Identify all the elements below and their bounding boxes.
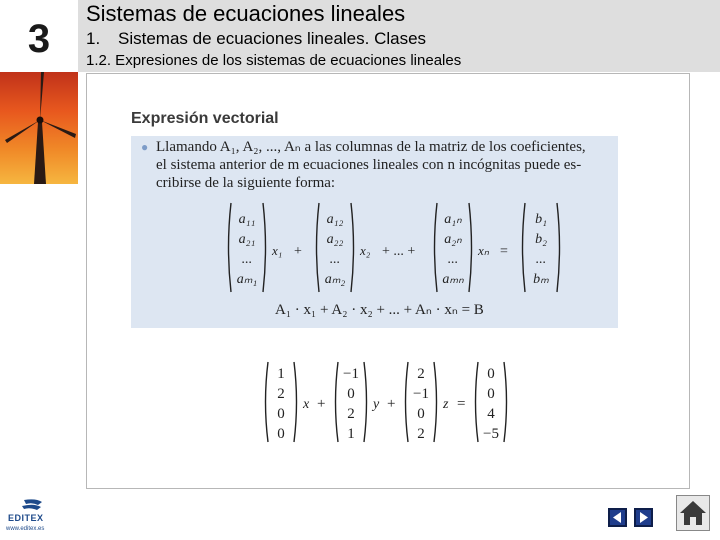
matrix-entry: −1 bbox=[343, 366, 359, 382]
operator: + bbox=[317, 396, 326, 412]
page-title: Sistemas de ecuaciones lineales bbox=[86, 1, 406, 26]
variable-label: x₁ bbox=[272, 243, 283, 258]
paren bbox=[469, 203, 472, 292]
paragraph-line-2: el sistema anterior de m ecuaciones lineales con n incógnitas puede es- bbox=[156, 157, 582, 173]
matrix-entry: 0 bbox=[487, 366, 495, 382]
variable-label: x bbox=[303, 397, 310, 412]
matrix-entry: −5 bbox=[483, 426, 499, 442]
matrix-entry: 1 bbox=[347, 426, 355, 442]
bullet-icon: ● bbox=[141, 140, 149, 154]
operator: + bbox=[387, 396, 396, 412]
matrix-entry: 4 bbox=[487, 406, 495, 422]
variable-label: y bbox=[373, 397, 380, 412]
matrix-entry: a₂₂ bbox=[326, 232, 344, 247]
matrix-entry: aₘ₂ bbox=[324, 272, 346, 287]
subtitle-number: 1. bbox=[86, 29, 101, 48]
chapter-number: 3 bbox=[0, 0, 78, 72]
paren bbox=[435, 203, 438, 292]
paragraph-line-3: cribirse de la siguiente forma: bbox=[156, 175, 336, 191]
matrix-entry: a₂₁ bbox=[238, 232, 256, 247]
prev-arrow-icon bbox=[610, 510, 625, 525]
matrix-entry: a₁₂ bbox=[326, 212, 344, 227]
paren bbox=[294, 362, 297, 442]
paren bbox=[317, 203, 320, 292]
paren bbox=[351, 203, 354, 292]
matrix-entry: ... bbox=[535, 252, 547, 267]
home-button[interactable] bbox=[676, 495, 710, 531]
paren bbox=[229, 203, 232, 292]
example-vector-equation bbox=[266, 362, 507, 442]
operator: + ... + bbox=[382, 244, 416, 259]
matrix-entry: ... bbox=[329, 252, 341, 267]
variable-label: x₂ bbox=[360, 243, 371, 258]
paren bbox=[336, 362, 339, 442]
matrix-entry: 2 bbox=[417, 366, 425, 382]
logo-url: www.editex.es bbox=[6, 526, 45, 532]
matrix-entry: a₂ₙ bbox=[444, 232, 462, 247]
paren bbox=[266, 362, 269, 442]
matrix-entry: a₁ₙ bbox=[444, 212, 462, 227]
matrix-entry: 0 bbox=[417, 406, 425, 422]
matrix-entry: 0 bbox=[487, 386, 495, 402]
matrix-entry: 2 bbox=[277, 386, 285, 402]
paren bbox=[263, 203, 266, 292]
subtitle-text: Sistemas de ecuaciones lineales. Clases bbox=[118, 29, 427, 48]
variable-label: xₙ bbox=[478, 243, 489, 258]
paren bbox=[434, 362, 437, 442]
paren bbox=[523, 203, 526, 292]
matrix-entry: bₘ bbox=[533, 272, 549, 287]
next-arrow-icon bbox=[636, 510, 651, 525]
matrix-entry: 0 bbox=[347, 386, 355, 402]
matrix-entry: 0 bbox=[277, 426, 285, 442]
matrix-entry: ... bbox=[241, 252, 253, 267]
paren bbox=[364, 362, 367, 442]
logo-name: EDITEX bbox=[8, 513, 44, 523]
paren bbox=[504, 362, 507, 442]
matrix-entry: aₘₙ bbox=[442, 272, 464, 287]
general-vector-equation bbox=[229, 203, 560, 292]
operator: = bbox=[457, 396, 466, 412]
section-title: Expresión vectorial bbox=[131, 110, 279, 127]
matrix-entry: ... bbox=[447, 252, 459, 267]
matrix-entry: b₂ bbox=[535, 232, 547, 247]
operator: + bbox=[294, 244, 302, 259]
matrix-entry: aₘ₁ bbox=[236, 272, 258, 287]
matrix-entry: 2 bbox=[417, 426, 425, 442]
matrix-entry: −1 bbox=[413, 386, 429, 402]
variable-label: z bbox=[443, 397, 449, 412]
matrix-entry: a₁₁ bbox=[238, 212, 256, 227]
matrix-entry: 2 bbox=[347, 406, 355, 422]
matrix-entry: b₁ bbox=[535, 212, 547, 227]
operator: = bbox=[500, 244, 508, 259]
paren bbox=[406, 362, 409, 442]
matrix-entry: 1 bbox=[277, 366, 285, 382]
prev-button[interactable] bbox=[608, 508, 627, 527]
matrix-entry: 0 bbox=[277, 406, 285, 422]
paren bbox=[557, 203, 560, 292]
paren bbox=[476, 362, 479, 442]
next-button[interactable] bbox=[634, 508, 653, 527]
paragraph-line-1: Llamando A₁, A₂, ..., Aₙ a las columnas de la matriz de los coeficientes, bbox=[156, 139, 586, 155]
section-heading: 1.2. Expresiones de los sistemas de ecuaciones lineales bbox=[86, 52, 462, 69]
vector-equation-line: A₁ · x₁ + A₂ · x₂ + ... + Aₙ · xₙ = B bbox=[275, 302, 484, 318]
